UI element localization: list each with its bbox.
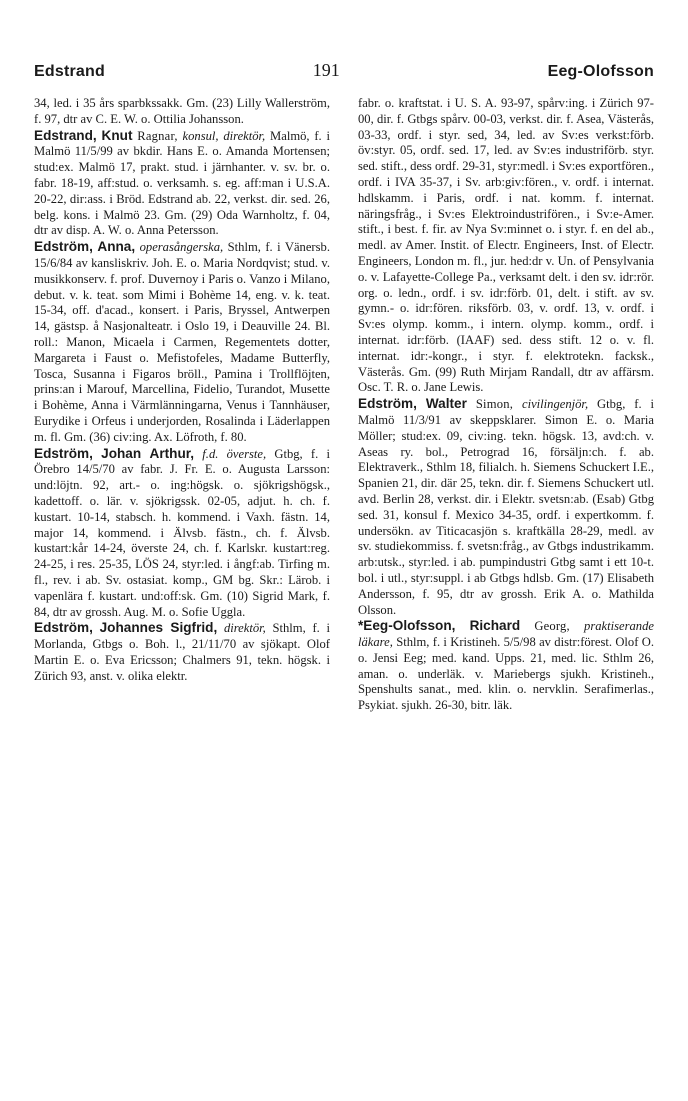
continuation-text: 34, led. i 35 års sparbkssakk. Gm. (23) Lilly Wallerström, f. 97, dtr av C. E. W. o. Ottilia Johansson. [34, 96, 330, 126]
entry-title: praktiserande läkare, [358, 619, 654, 650]
entry-body: Gtbg, f. i Malmö 11/3/91 av skeppsklarer. Simon E. o. Maria Möller; stud:ex. 09, civ:ing. tekn. högsk. 13, avd:ch. v. Aseas ry. bol., Petrograd 16, försäljn:ch. f. ab. Elektraverk., Sthlm 18, filialch. h. Siemens Schuckert I.E., Spanien 21, dir. där 25, tekn. dir. f. Siemens Schuckert utl. avd. Berlin 28, verkst. dir. i Elektr. svetsn:ab. (Esab) Gtbg sed. 31, konsul f. Mexico 34-35, ordf. i expertkomm. f. undersökn. av Titicacasjön s. kraftkälla 28-29, medl. av sv. studiekommiss. f. svetsn:fråg., av Gtbgs industrikamm. arb:utsk., styr:led. i ab. pumpindustri Gtbg samt i ett 10-t. bol. i utl., styr:suppl. i ab Gtbgs hdlsb. Gm. (17) Elisabeth Andersson, f. 95, dtr av grossh. Erik A. o. Mathilda Olsson. [358, 397, 655, 617]
entry-edstrom-walter [358, 396, 654, 618]
entry-surname: Edström, [34, 445, 93, 461]
header-left-guideword: Edstrand [34, 63, 105, 80]
entry-edstrom-arthur [34, 446, 330, 621]
entry-given-name: Richard [469, 618, 521, 634]
entry-edstrom-anna [34, 239, 330, 445]
entry-surname: Edstrand, [34, 127, 97, 143]
entry-edstrom-sigfrid [34, 620, 330, 684]
entry-body: Malmö, f. i Malmö 11/5/99 av bkdir. Hans E. o. Amanda Mortensen; stud:ex. Malmö 17, prakt. stud. i järnhanter. v. sv. br. o. fabr. 18-19, aff:stud. o. verksamh. s. eg. aff:man i U.S.A. 20-22, dir:ass. i Bröd. Edstrand ab. 22, verkst. dir. sed. 26, belg. kons. i Malmö 23. Gm. (29) Oda Warnholtz, f. 04, dtr av disp. A. W. o. Anna Petersson. [34, 128, 331, 238]
entry-title: konsul, direktör, [182, 128, 266, 143]
entry-body: Sthlm, f. i Morlanda, Gtbgs o. Boh. l., 21/11/70 av sjökapt. Olof Martin E. o. Eva Ericsson; Chalmers 91, tekn. högsk. i Zürich 93, anst. v. olika elektr. [34, 621, 330, 683]
left-column [34, 96, 330, 684]
entry-given-name: Anna, [97, 239, 136, 255]
entry-given-name: Walter [425, 396, 467, 412]
entry-other-names: Simon, [475, 397, 514, 412]
entry-surname: Edström, [34, 620, 93, 636]
header-right-guideword: Eeg-Olofsson [547, 63, 654, 80]
page-header [34, 60, 654, 84]
entry-surname: Edström, [34, 239, 93, 255]
entry-surname: *Eeg-Olofsson, [358, 618, 456, 634]
entry-title: operasångerska, [139, 240, 224, 255]
entry-surname: Edström, [358, 396, 417, 412]
entry-given-name: Johannes Sigfrid, [99, 620, 218, 636]
entry-given-name: Johan Arthur, [101, 445, 195, 461]
continuation-text: fabr. o. kraftstat. i U. S. A. 93-97, spårv:ing. i Zürich 97-00, dir. f. Gtbgs spårv. 00-03, verkst. dir. f. Asea, Västerås, 03-33, ordf. i styr. sed, 34, led. av Sv:es verkst:förb. öv:styr. 05, ordf. sed. 17, led. av Sv:es industriförb. styr. sed. stift., dess ordf. 29-31, styr:medl. i Sv:es exportfören., ordf. i IVA 35-37, i Sv. arb:giv:fören., v. ordf. i internat. hdlskamm. i Paris, ordf. i nat. komm. f. internat. näringsfråg., i Sv:es Elektroindustrifören., i Sv:e-Amer. stift., i best. f. fir. av Nya Sv:minnet o. i styr. f. en del ab., medl. av Amer. Instit. of Electr. Engineers, Inst. of Electr. Engineers, London m. fl., jur. hed:dr v. Un. of Pensylvania o. v. Lafayette-College Pa., verksamt delt. i den sv. idr:rör. org. o. ledn., ordf. i sv. idr:förb. 01, delt. i stift. av sv. gymn.- o. idr:fören. riksförb. 03, v. ordf. 13, v. ordf. i Sv:es olymp. komm., i intern. olymp. komm., ordf. i internat. idr:förb. (IAAF) sed. dess stift. 12 o. v. fl. internat. idr:-kongr., i styr. f. elektrotekn. facksk., Västerås. Gm. (99) Ruth Mirjam Randall, dtr av affärsm. Osc. T. R. o. Jane Lewis. [358, 96, 654, 395]
entry-body: Sthlm, f. i Vänersb. 15/6/84 av kansliskriv. Joh. E. o. Maria Nordqvist; stud. v. musikkonserv. f. prof. Duvernoy i Paris o. Vanzo i Milano, debut. v. k. teat. som Mimi i Bohème 14, eng. v. k. teat. 15-34, off. d'acad., konsert. i Paris, Bryssel, Antwerpen 14, gästsp. å Nasjonalteatr. i Oslo 19, i Deauville 24. Bl. roll.: Manon, Micaela i Carmen, Regementets dotter, Margareta i Faust o. Mefistofeles, Madame Butterfly, Tosca, Susanna i Figaros bröll., Pamina i Trollflöjten, prins:an i Marouf, Marcellina, Fidelio, Turandot, Musette i Bohème, Anna i Värmlänningarna, Venus i Tannhäuser, Eurydike i Orfeus i underjorden, Rosalinda i Läderlappen m. fl. Gm. (36) civ:ing. Ax. Löfroth, f. 80. [34, 240, 330, 444]
entry-title: civilingenjör, [521, 397, 589, 412]
entry-other-names: Ragnar, [137, 128, 178, 143]
entry-given-name: Knut [101, 127, 133, 143]
right-column [358, 96, 654, 714]
page-number: 191 [312, 60, 340, 80]
entry-eeg-olofsson-richard [358, 618, 654, 714]
entry-title: direktör, [223, 621, 266, 636]
entry-title: f.d. överste, [202, 446, 267, 461]
entry-body: Sthlm, f. i Kristineh. 5/5/98 av distr:förest. Olof O. o. Jensi Eeg; med. kand. Upps. 21, med. lic. Sthlm 26, aman. o. underläk. v. Mariebergs sjukh. Kristineh., Spenshults sanat., med. klin. o. nervklin. Serafimerlas., Psykiat. sjukh. 26-30, bitr. läk. [358, 635, 654, 713]
entry-edstrand-knut [34, 128, 330, 240]
entry-body: Gtbg, f. i Örebro 14/5/70 av fabr. J. Fr. E. o. Augusta Larsson: und:löjtn. 92, art.- o. ing:högsk. o. sjökrigshögsk., kadettoff. o. lär. v. sjökrigssk. 02-05, adjut. h. ch. f. kustart. 10-14, stabsch. h. kommend. i Vaxh. fästn. 14, major 14, kommend. i Älvsb. fästn., ch. f. Älvsb. kustart:kår 14-24, överste 24, ch. f. Karlskr. kustart:reg. 24-25, i res. 25-35, LÖS 24, styr:led. i ångf:ab. Tirfing m. fl., rev. i ab. Sv. ostasiat. komp., GM bg. Skr.: Lärob. i vapenlära f. kustart. und:off:sk. Gm. (10) Sigrid Mark, f. 84, dtr av grossh. Aug. M. o. Sofie Uggla. [34, 446, 330, 619]
entry-other-names: Georg, [534, 619, 570, 634]
